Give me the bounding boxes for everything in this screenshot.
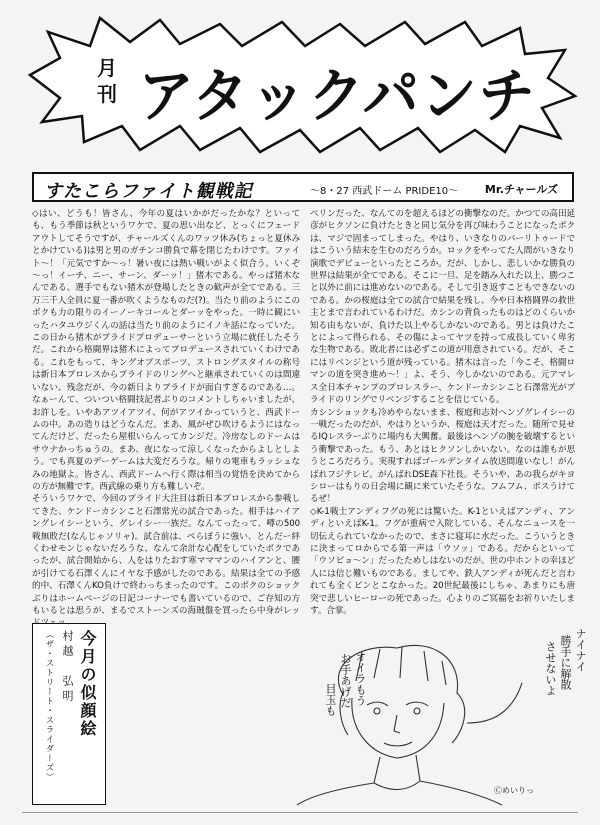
corner-subject-name: 村越 弘明 <box>61 630 74 705</box>
speech-text-6: 目玉も <box>324 683 337 716</box>
masthead-label-line2: 刊 <box>97 82 117 106</box>
article-paragraph: カシンショックも冷めやらないまま、桜庭和志対ヘンゾグレイシーの一戦だったのだが、やはりというか、桜庭は天才だった。随所で見せるIQレスラーぶりに場内も大興奮。最後はヘンゾの腕を破壊するという衝撃であった。もう、あとはヒクソンしかいない。なのは誰もが思うところだろう。実現すればゴールデンタイム放送間違いなし！がんばれフジテレビ。がんばれDSE森下社長。そういや、あの我らがキヨシローはもりの日会場に観に来ていたそうな。フムフム、ボスうけてるぜ！ <box>310 407 575 505</box>
masthead <box>20 10 580 160</box>
article-header <box>32 172 574 202</box>
speech-text-2: 勝手に解散 <box>559 635 572 690</box>
article-paragraph: ◇K-1戦士アンディフグの死には驚いた。K-1といえばアンディ、アンディといえばK-1。フグが重病で入院している、そんなニュースを一切伝えられていなかったので、まさに寝耳に水だった。こういうときに決まってロからでる第一声は「ウソッ」である。だからといって「ウソピョ～ン」だったためしはないのだが。世の中ホントの幸ほど人には信じ難いものである。ましてや、鉄人アンディが死んだと言われても全くピンとこなかった。20世紀最後にしちゃ、あまりにも唐突で悲しいヒーローの死であった。心よりのご冥福をお祈りいたします。合掌。 <box>310 506 575 616</box>
article-author: Mr.チャールズ <box>484 183 558 196</box>
portrait-drawing <box>112 623 578 805</box>
masthead-label-line1: 月 <box>97 56 117 80</box>
article-paragraph: そういうワケで、今回のプライド大注目は新日本プロレスから参戦してきた、ケンドーカシンこと石澤常光の試合であった。相手はハイアングレイシーという、グレイシー一族だ。なんてったって、噂の500戦無敗だ(なんじゃソリャ)。試合前は、ぺらぽうに強い、とんだー絆くわせモンじゃないだろうな、なんて余計な心配をしていたボクであったが、試合開始から、人をはりたおす寒マママンのハイアンと、腰が引けてる石澤くんにイヤな予感がしたのである。結果は全ての予感的中、石澤くんKO負けで終わっちまったのです。このボクのショックぶりはホームページの日記コーナーでも書いているので、ご存知の方もいるとは思うが、まるでストーンズの海賊盤を買ったら中身がレッ <box>32 494 300 616</box>
article-column-right <box>310 208 575 618</box>
portrait-corner-box <box>32 623 106 805</box>
speech-text-3: させないよ <box>544 641 557 696</box>
illustration-credit: Ⓒめいりっ <box>494 786 534 795</box>
speech-text-5: お手あげだ <box>339 653 352 708</box>
masthead-label <box>92 55 122 107</box>
article-subtitle: ～8・27 西武ドーム PRIDE10～ <box>310 186 459 197</box>
speech-text-4: オイラもう <box>354 651 367 706</box>
article-title: すたこらファイト観戦記 <box>44 181 253 202</box>
bottom-divider <box>22 812 578 813</box>
masthead-title: アタックパンチ <box>138 62 537 131</box>
corner-subject-group: （ザ・ストリート・スライダーズ） <box>44 630 54 782</box>
article-column-left <box>32 208 300 618</box>
corner-title: 今月の似顔絵 <box>78 630 97 738</box>
article-paragraph: ペリンだった、なんてのを超えるほどの衝撃なのだ。かつての高田延彦がヒクソンに負けたときと同じ気分を再び味わうことになったボクは、マジで固まってしまった。やはり、いきなりのバーリトゥードではこういう結末を生むのだろうか。ロックをやってた人間がいきなり演歌でデビューといったところか。だが、しかし、悲しいかな勝負の世界は結果が全てである。そこに一旦、足を踏み入れた以上、勝つこと以外に前には進めないのである。そして引き返すこともできないのである。かの桜庭は全ての試合で結果を残し、今や日本格闘界の救世主とまで言われているわけだ。カシンの背負ったものはどのくらいか知る由もないが、負けた以上やるしかないのである。男とは負けたことによって得られる、その傷によってヤツを持って成長していく卑劣な生物である。敗北者には必ずこの道が用意されている。だが、そこにはリベンジという道が残っている。猪木は言った「今こそ、格闘ロマンの道を突き進め～！」よ、そう、今しかないのである。元アマレス全日本チャンプのプロレスラー、ケンドーカシンこと石澤常光がプライドのリングでリベンジすることを信じている。 <box>310 209 575 406</box>
article-paragraph: ◇はい、どうも！皆さん、今年の夏はいかがだったかな？といっても、もう季節は秋というワケで、夏の思い出など、とっくにフェードアウトしてそうですが、チャールズくんのワッツ休み(ちょっと夏休みとかけている)は男と男のガチンコ勝負で幕を閉じたわけです。ファイト～！「元気ですか～っ！暑い夜には熱い戦いがよく似合う。いくぞ～っ！イーチ、ニー、サーン、ダーッ！」猪木である。やっぱ猪木なんである。選手でもない猪木が登場したときの歓声が全てである。三万三千人全員に夏一番が吹くようなものだ(?)。当たり前のようにこのボクも力の限りのイーノーキコールとダーッをやった。一時に観にいったハタユウジくんの話は当たり前のようにイノキ話になっていた。この日から猪木がプライドプロデューサーという立場に就任したそうだ。これから格闘界は猪木によってプロデュースされていくわけである。これをもって、キングオブスポーツ、ストロングスタイルの称号は新日本プロレスからプライドのリングへと継承されていくのは間違いない。残念だが、今の新日よりプライドが面白すぎるのである…。なぁーんて、ついつい格闘技記者ぶりのコメントしちゃいましたが、お許しを。いやあアツイアツイ、何がアツイかっていうと、西武ドームの中。あの造りはどうなんだ。まあ、風がぜひ吹けるようにはなってんだけど、だったら屋根いらんってカンジだ。冷房なしのドームはサウナかっちゅうの。まあ、夜になって涼しくなったからよしとしよう。でも真夏のデーゲームは大変だろうな。帰りの電車もラッシュなみの地獄よ。皆さん、西武ドームへ行く際は相当の覚悟を決めてからの方が無難です。西武線の乗り方も難しいぞ。 <box>32 209 300 492</box>
portrait-illustration <box>112 623 587 805</box>
speech-text-1: ナイナイ <box>574 628 587 672</box>
